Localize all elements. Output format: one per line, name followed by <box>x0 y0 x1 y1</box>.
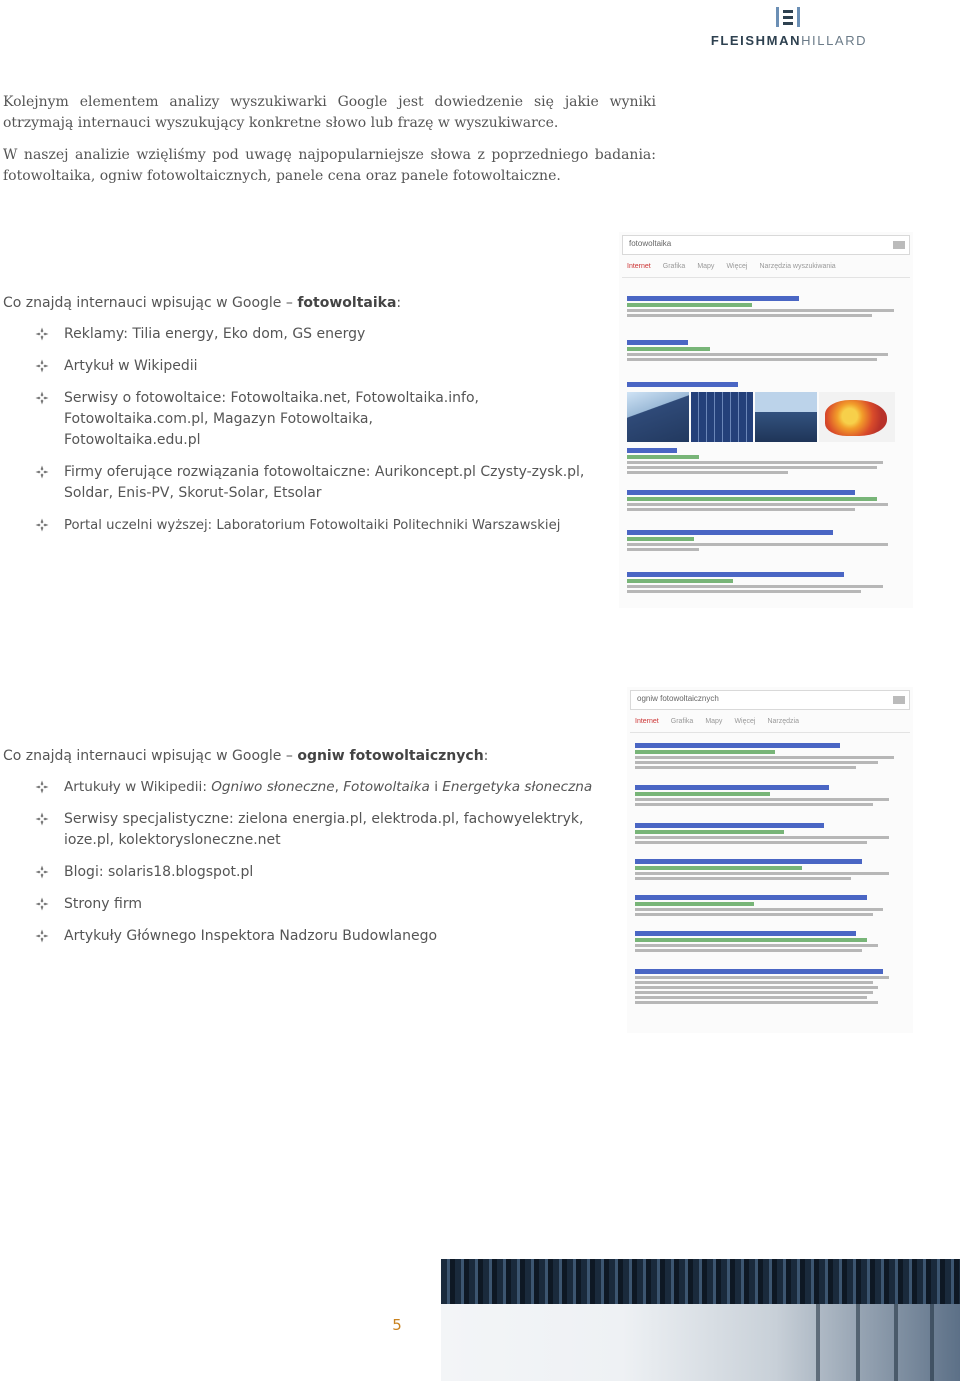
result-item <box>627 448 905 476</box>
list-item: Strony firm <box>3 894 623 915</box>
list-item: Artykuły Głównego Inspektora Nadzoru Budowlanego <box>3 926 623 947</box>
list-item: Portal uczelni wyższej: Laboratorium Fotowoltaiki Politechniki Warszawskiej <box>3 515 623 536</box>
result-item <box>635 931 905 954</box>
section-fotowoltaika <box>3 293 623 547</box>
google-results-screenshot-fotowoltaika <box>619 232 913 608</box>
diamond-bullet-icon <box>35 465 49 479</box>
result-item <box>627 572 905 595</box>
search-box: fotowoltaika <box>622 235 910 255</box>
diamond-bullet-icon <box>35 327 49 341</box>
diamond-bullet-icon <box>35 359 49 373</box>
result-item <box>635 895 905 918</box>
list-item: Serwisy specjalistyczne: zielona energia.pl, elektroda.pl, fachowyelektryk, ioze.pl, kolektorysloneczne.net <box>3 809 623 851</box>
footer-solar-photo <box>346 1259 960 1381</box>
search-tabs: Internet Grafika Mapy Więcej Narzędzia wyszukiwania <box>627 263 836 270</box>
bullet-list <box>3 777 623 947</box>
result-item <box>635 743 905 771</box>
diamond-bullet-icon <box>35 391 49 405</box>
result-item <box>635 859 905 882</box>
list-item: Serwisy o fotowoltaice: Fotowoltaika.net, Fotowoltaika.info, Fotowoltaika.com.pl, Magazyn Fotowoltaika, Fotowoltaika.edu.pl <box>3 388 623 451</box>
list-item: Firmy oferujące rozwiązania fotowoltaiczne: Aurikoncept.pl Czysty-zysk.pl, Soldar, Enis-PV, Skorut-Solar, Etsolar <box>3 462 623 504</box>
heading-keyword: fotowoltaika <box>297 295 397 311</box>
brand-wordmark: FLEISHMANHILLARD <box>710 33 868 48</box>
diamond-bullet-icon <box>35 780 49 794</box>
result-item <box>627 490 905 513</box>
result-item <box>627 530 905 553</box>
search-icon <box>893 241 905 249</box>
search-icon <box>893 696 905 704</box>
list-item: Artukuły w Wikipedii: Ogniwo słoneczne, Fotowoltaika i Energetyka słoneczna <box>3 777 623 798</box>
diamond-bullet-icon <box>35 897 49 911</box>
diamond-bullet-icon <box>35 865 49 879</box>
search-box: ogniw fotowoltaicznych <box>630 690 910 710</box>
google-results-screenshot-ogniw <box>627 687 913 1033</box>
result-item <box>627 296 905 319</box>
result-item <box>635 785 905 808</box>
section-heading: Co znajdą internauci wpisując w Google – ogniw fotowoltaicznych: <box>3 748 489 764</box>
fleishmanhillard-mark-icon <box>775 6 801 28</box>
search-tabs: Internet Grafika Mapy Więcej Narzędzia <box>635 718 799 725</box>
list-item: Artykuł w Wikipedii <box>3 356 623 377</box>
diamond-bullet-icon <box>35 812 49 826</box>
intro-paragraph-2: W naszej analizie wzięliśmy pod uwagę najpopularniejsze słowa z poprzedniego badania: fotowoltaika, ogniw fotowoltaicznych, panele cena oraz panele fotowoltaiczne. <box>3 147 656 184</box>
result-item <box>635 823 905 846</box>
list-item: Blogi: solaris18.blogspot.pl <box>3 862 623 883</box>
result-item <box>635 969 905 1006</box>
page-number: 5 <box>392 1316 402 1334</box>
section-heading: Co znajdą internauci wpisując w Google – fotowoltaika: <box>3 295 402 311</box>
list-item: Reklamy: Tilia energy, Eko dom, GS energy <box>3 324 623 345</box>
heading-keyword: ogniw fotowoltaicznych <box>297 748 484 764</box>
intro-paragraph-1: Kolejnym elementem analizy wyszukiwarki Google jest dowiedzenie się jakie wyniki otrzymają internauci wyszukujący konkretne słowo lub frazę w wyszukiwarce. <box>3 94 656 131</box>
result-item <box>627 340 905 363</box>
section-ogniw-fotowoltaicznych <box>3 746 623 958</box>
result-item <box>627 382 905 389</box>
bullet-list <box>3 324 623 536</box>
diamond-bullet-icon <box>35 929 49 943</box>
brand-logo <box>708 6 870 50</box>
diamond-bullet-icon <box>35 518 49 532</box>
